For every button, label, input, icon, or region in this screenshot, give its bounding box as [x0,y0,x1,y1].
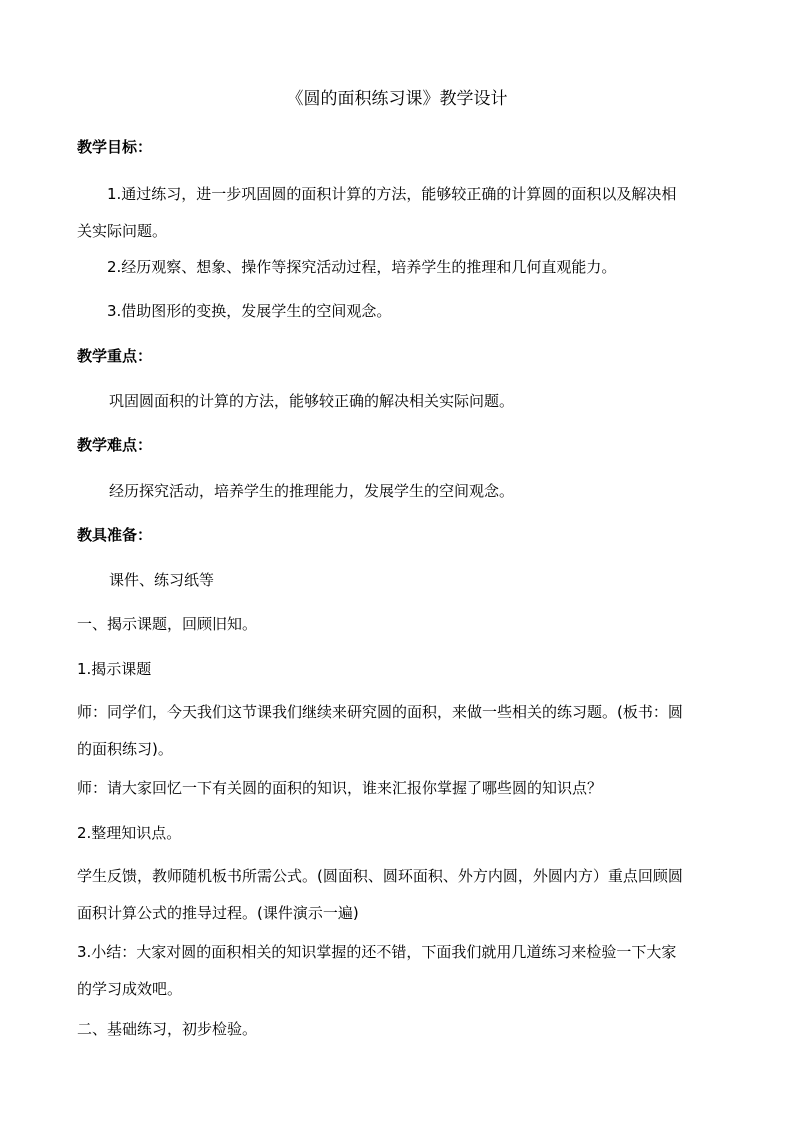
teacher-paragraph-1-line-1: 师：同学们，今天我们这节课我们继续来研究圆的面积，来做一些相关的练习题。(板书：圆 [77,703,683,721]
feedback-paragraph-line-1: 学生反馈，教师随机板书所需公式。(圆面积、圆环面积、外方内圆，外圆内方）重点回顾圆 [77,867,683,885]
summary-paragraph-line-1: 3.小结：大家对圆的面积相关的知识掌握的还不错，下面我们就用几道练习来检验一下大家 [77,943,677,961]
difficulty-heading: 教学难点： [77,436,153,454]
key-point-text: 巩固圆面积的计算的方法，能够较正确的解决相关实际问题。 [109,392,515,410]
summary-paragraph-line-2: 的学习成效吧。 [77,980,183,998]
summary-paragraph [77,934,717,1008]
objective-item-2: 2.经历观察、想象、操作等探究活动过程，培养学生的推理和几何直观能力。 [107,258,617,276]
teacher-paragraph-1 [77,694,717,768]
objective-item-1-line-2: 关实际问题。 [77,222,168,240]
teacher-paragraph-2: 师：请大家回忆一下有关圆的面积的知识，谁来汇报你掌握了哪些圆的知识点？ [77,779,603,797]
teacher-paragraph-1-line-2: 的面积练习)。 [77,740,173,758]
objective-item-1-line-1: 1.通过练习，进一步巩固圆的面积计算的方法，能够较正确的计算圆的面积以及解决相 [107,185,677,203]
objectives-heading: 教学目标： [77,138,153,156]
difficulty-text: 经历探究活动，培养学生的推理能力，发展学生的空间观念。 [109,482,515,500]
key-point-heading: 教学重点： [77,347,153,365]
section-1-sub-1: 1.揭示课题 [77,660,152,678]
document-title: 《圆的面积练习课》教学设计 [286,89,508,109]
objective-item-3: 3.借助图形的变换，发展学生的空间观念。 [107,302,392,320]
materials-heading: 教具准备： [77,526,153,544]
section-1-heading: 一、揭示课题，回顾旧知。 [77,615,258,633]
objective-item-1 [77,176,717,250]
materials-text: 课件、练习纸等 [109,571,215,589]
section-1-sub-2: 2.整理知识点。 [77,824,182,842]
feedback-paragraph [77,858,717,932]
section-2-heading: 二、基础练习，初步检验。 [77,1020,258,1038]
feedback-paragraph-line-2: 面积计算公式的推导过程。(课件演示一遍) [77,904,359,922]
